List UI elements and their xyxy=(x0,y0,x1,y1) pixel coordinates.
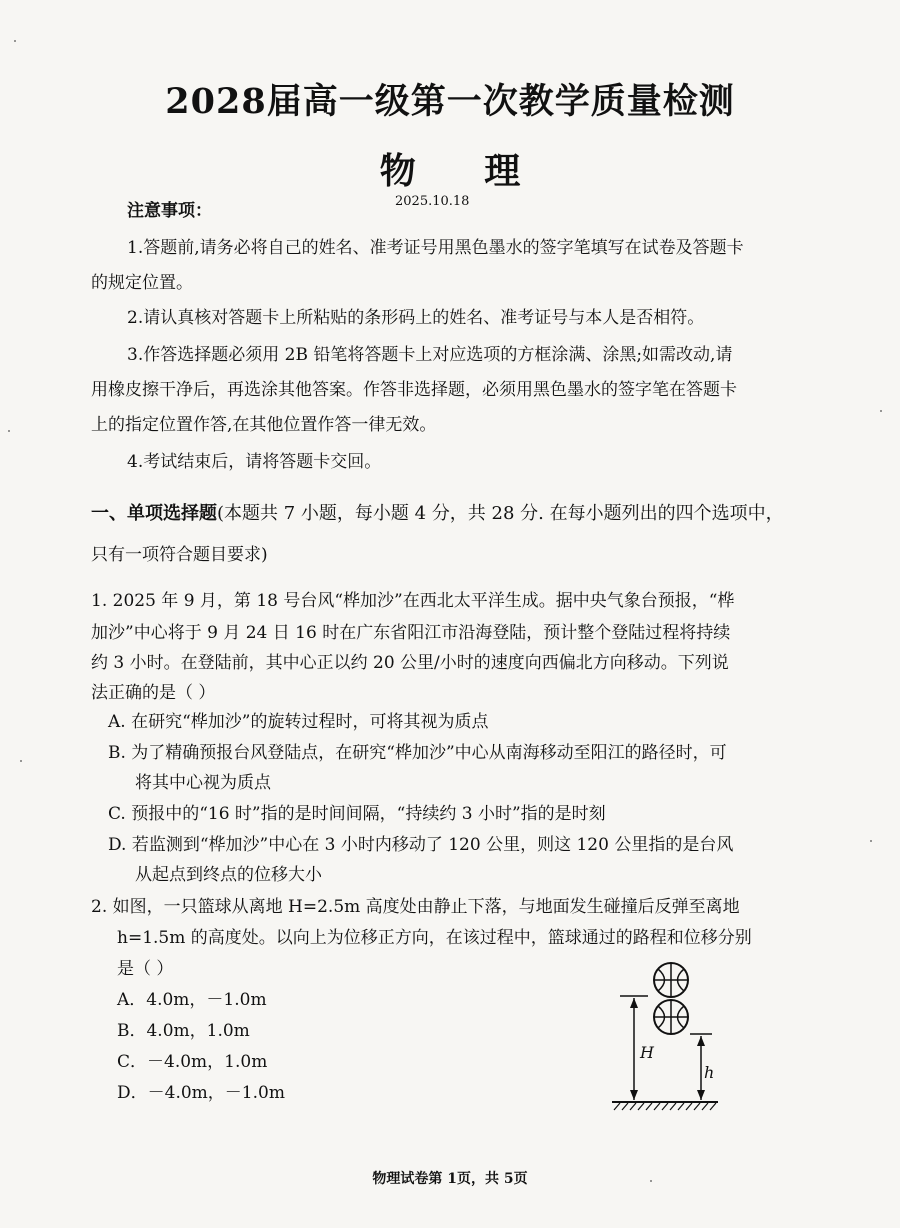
section-1-desc-line-2: 只有一项符合题目要求) xyxy=(91,545,268,565)
exam-title: 2028届高一级第一次教学质量检测 xyxy=(165,81,735,122)
notice-3-line-2: 用橡皮擦干净后，再选涂其他答案。作答非选择题，必须用黑色墨水的签字笔在答题卡 xyxy=(91,380,737,400)
ground-hatching xyxy=(614,1103,716,1110)
q1-option-b-line-2: 将其中心视为质点 xyxy=(135,773,271,793)
q1-stem-line-1: 1. 2025 年 9 月，第 18 号台风“桦加沙”在西北太平洋生成。据中央气象台预报，“桦 xyxy=(91,591,735,611)
q2-option-c: C．－4.0m，1.0m xyxy=(117,1052,268,1072)
label-H: H xyxy=(640,1043,654,1062)
q2-option-a: A．4.0m，－1.0m xyxy=(117,990,267,1010)
subject-title: 物 理 xyxy=(379,150,549,192)
q2-stem-line-1: 2. 如图，一只篮球从离地 H=2.5m 高度处由静止下落，与地面发生碰撞后反弹至离地 xyxy=(91,897,740,917)
basketball-icon xyxy=(654,1000,688,1034)
q2-option-d: D．－4.0m，－1.0m xyxy=(117,1083,285,1103)
q2-figure xyxy=(600,950,730,1120)
section-1-title: 一、单项选择题 xyxy=(91,503,217,524)
basketball-icon xyxy=(654,963,688,997)
q2-stem-line-2: h=1.5m 的高度处。以向上为位移正方向，在该过程中，篮球通过的路程和位移分别 xyxy=(117,928,752,948)
section-1-desc-line-1: (本题共 7 小题，每小题 4 分，共 28 分. 在每小题列出的四个选项中， xyxy=(217,503,784,524)
notice-4: 4.考试结束后，请将答题卡交回。 xyxy=(127,452,382,472)
notice-heading: 注意事项： xyxy=(127,201,212,221)
notice-1-line-1: 1.答题前,请务必将自己的姓名、准考证号用黑色墨水的签字笔填写在试卷及答题卡 xyxy=(127,238,744,258)
notice-3-line-1: 3.作答选择题必须用 2B 铅笔将答题卡上对应选项的方框涂满、涂黑;如需改动,请 xyxy=(127,345,733,365)
section-1-heading xyxy=(91,499,784,525)
q2-option-b: B．4.0m，1.0m xyxy=(117,1021,250,1041)
exam-date: 2025.10.18 xyxy=(395,194,470,209)
q1-stem-line-4: 法正确的是（ ） xyxy=(91,683,216,703)
q1-option-b-line-1: B. 为了精确预报台风登陆点，在研究“桦加沙”中心从南海移动至阳江的路径时，可 xyxy=(108,743,727,763)
q1-option-c: C. 预报中的“16 时”指的是时间间隔，“持续约 3 小时”指的是时刻 xyxy=(108,804,606,824)
notice-3-line-3: 上的指定位置作答,在其他位置作答一律无效。 xyxy=(91,415,437,435)
q1-stem-line-3: 约 3 小时。在登陆前，其中心正以约 20 公里/小时的速度向西偏北方向移动。下列说 xyxy=(91,653,729,673)
label-h: h xyxy=(704,1063,715,1082)
q1-option-a: A. 在研究“桦加沙”的旋转过程时，可将其视为质点 xyxy=(108,712,489,732)
notice-2: 2.请认真核对答题卡上所粘贴的条形码上的姓名、准考证号与本人是否相符。 xyxy=(127,308,705,328)
q2-stem-line-3: 是（ ） xyxy=(117,959,174,979)
page-footer: 物理试卷第 1页，共 5页 xyxy=(372,1171,528,1187)
q1-option-d-line-2: 从起点到终点的位移大小 xyxy=(135,865,322,885)
notice-1-line-2: 的规定位置。 xyxy=(91,273,193,293)
q1-stem-line-2: 加沙”中心将于 9 月 24 日 16 时在广东省阳江市沿海登陆，预计整个登陆过程将持续 xyxy=(91,623,731,643)
q1-option-d-line-1: D. 若监测到“桦加沙”中心在 3 小时内移动了 120 公里，则这 120 公里指的是台风 xyxy=(108,835,734,855)
